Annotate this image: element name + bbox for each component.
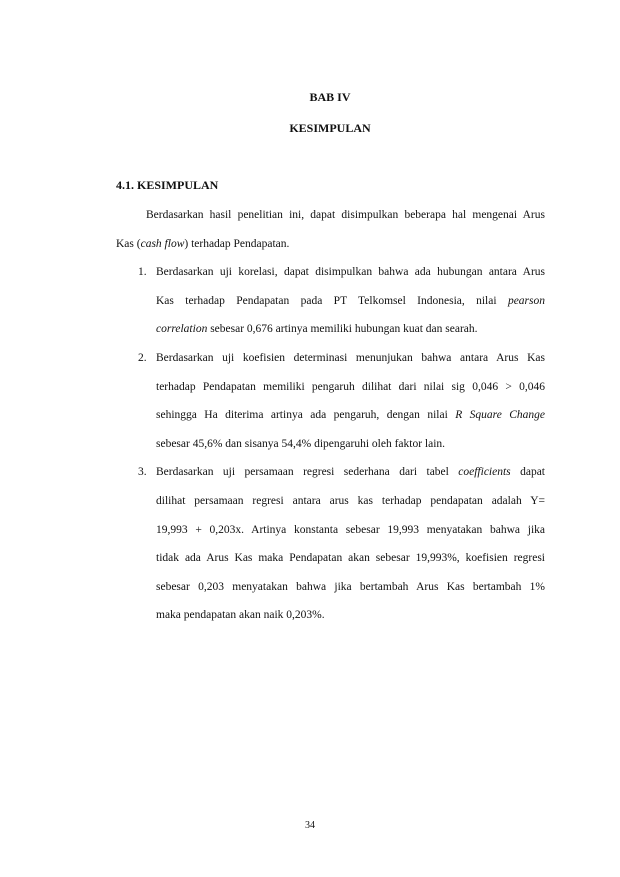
item-3-line-2: dilihat persamaan regresi antara arus kas terhadap pendapatan adalah Y=: [156, 494, 545, 507]
item-3-line-1-text-a: Berdasarkan uji persamaan regresi sederhana dari tabel: [156, 466, 459, 479]
item-1-italic-correlation: correlation: [156, 323, 208, 336]
item-1-line-2: [156, 287, 545, 316]
item-2-line-1: Berdasarkan uji koefisien determinasi menunjukan bahwa antara Arus Kas: [156, 351, 545, 364]
item-3-line-4: tidak ada Arus Kas maka Pendapatan akan sebesar 19,993%, koefisien regresi: [156, 552, 545, 565]
chapter-title: KESIMPULAN: [289, 121, 371, 135]
item-2-line-3-text: sehingga Ha diterima artinya ada pengaruh, dengan nilai: [156, 409, 456, 422]
list-item-text: [156, 458, 545, 630]
item-1-line-2-text: Kas terhadap Pendapatan pada PT Telkomsel Indonesia, nilai: [156, 294, 508, 307]
intro-paragraph: [116, 201, 545, 258]
item-2-line-4: sebesar 45,6% dan sisanya 54,4% dipengaruhi oleh faktor lain.: [156, 437, 446, 450]
intro-line-1: Berdasarkan hasil penelitian ini, dapat disimpulkan beberapa hal mengenai Arus: [146, 209, 545, 221]
item-3-line-3: 19,993 + 0,203x. Artinya konstanta sebesar 19,993 menyatakan bahwa jika: [156, 523, 545, 536]
item-3-line-1: [156, 458, 545, 487]
item-1-line-3-text: sebesar 0,676 artinya memiliki hubungan kuat dan searah.: [207, 323, 478, 336]
item-2-line-2: terhadap Pendapatan memiliki pengaruh dilihat dari nilai sig 0,046 > 0,046: [156, 380, 545, 393]
intro-text-b: ) terhadap Pendapatan.: [184, 237, 290, 250]
body-text: [116, 201, 545, 630]
page-number: 34: [305, 820, 315, 831]
item-1-line-1: Berdasarkan uji korelasi, dapat disimpulkan bahwa ada hubungan antara Arus: [156, 266, 545, 279]
item-3-line-5: sebesar 0,203 menyatakan bahwa jika bertambah Arus Kas bertambah 1%: [156, 580, 545, 593]
list-item: [116, 458, 545, 630]
list-item: [116, 344, 545, 458]
section-heading: 4.1. KESIMPULAN: [116, 178, 219, 192]
item-3-line-1-text-b: dapat: [510, 466, 545, 479]
list-item-number: 2.: [138, 351, 147, 364]
list-item-number: 1.: [138, 266, 147, 279]
intro-line-2: [116, 230, 545, 259]
list-item: [116, 258, 545, 344]
item-3-line-6: maka pendapatan akan naik 0,203%.: [156, 609, 325, 622]
item-2-italic-r-square: R Square Change: [455, 409, 546, 422]
item-1-italic-pearson: pearson: [507, 294, 545, 307]
list-item-text: [156, 258, 545, 344]
item-3-italic-coefficients: coefficients: [458, 466, 511, 479]
item-2-line-3: [156, 401, 545, 430]
item-1-line-3: [156, 315, 545, 344]
intro-text-a: Kas (: [116, 237, 141, 250]
list-item-text: [156, 344, 545, 458]
chapter-number: BAB IV: [309, 90, 351, 104]
conclusion-list: [116, 258, 545, 630]
list-item-number: 3.: [138, 466, 147, 479]
intro-italic-term: cash flow: [140, 237, 185, 250]
